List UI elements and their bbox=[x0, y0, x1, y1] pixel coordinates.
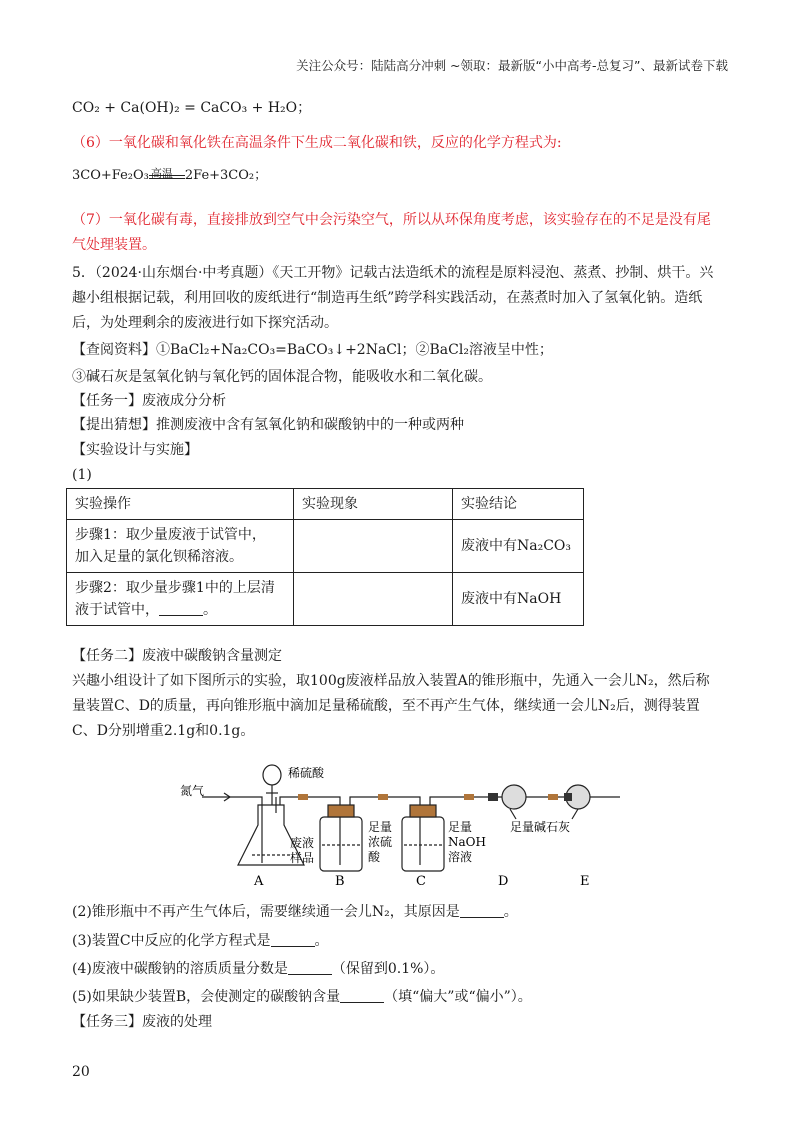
eq2-left: 3CO+Fe₂O₃ bbox=[72, 168, 149, 183]
label-e: E bbox=[580, 874, 590, 889]
bottle-b-label: 浓硫 bbox=[368, 835, 393, 849]
question-3 bbox=[72, 931, 329, 951]
reference-2: ③碱石灰是氢氧化钠与氧化钙的固体混合物，能吸收水和二氧化碳。 bbox=[72, 369, 492, 385]
operation-text: 步骤2：取少量步骤1中的上层清 bbox=[75, 580, 275, 596]
operation-text: 加入足量的氯化钡稀溶液。 bbox=[75, 549, 243, 565]
question-text: (3)装置C中反应的化学方程式是 bbox=[72, 933, 271, 949]
answer-blank[interactable] bbox=[340, 988, 384, 1003]
question-text: 。 bbox=[503, 904, 518, 920]
drying-tube-d bbox=[502, 785, 526, 809]
bottle-c-label: 足量 bbox=[448, 820, 473, 834]
table-cell-conclusion: 废液中有Na₂CO₃ bbox=[453, 520, 584, 573]
table-cell-phenomenon[interactable] bbox=[294, 573, 453, 626]
table-cell-conclusion: 废液中有NaOH bbox=[453, 573, 584, 626]
task-1-heading: 【任务一】废液成分分析 bbox=[72, 393, 226, 409]
table-cell-phenomenon[interactable] bbox=[294, 520, 453, 573]
task-2-heading: 【任务二】废液中碳酸钠含量测定 bbox=[72, 648, 282, 664]
question-4 bbox=[72, 959, 444, 979]
task-2-line3: C、D分别增重2.1g和0.1g。 bbox=[72, 723, 255, 739]
apparatus-diagram bbox=[180, 755, 620, 890]
answer-blank[interactable] bbox=[460, 903, 504, 918]
label-b: B bbox=[335, 874, 345, 889]
sample-label: 废液 bbox=[290, 836, 315, 850]
label-a: A bbox=[254, 874, 264, 889]
equation-caco3: CO₂ + Ca(OH)₂ = CaCO₃ + H₂O； bbox=[72, 100, 312, 116]
equation-fe2o3 bbox=[72, 166, 267, 186]
table-cell-operation bbox=[67, 573, 294, 626]
table-header: 实验现象 bbox=[294, 489, 453, 520]
bottle-b-label: 酸 bbox=[368, 850, 381, 864]
question-text: (4)废液中碳酸钠的溶质质量分数是 bbox=[72, 961, 288, 977]
label-d: D bbox=[498, 874, 509, 889]
question-1-label: (1) bbox=[72, 467, 92, 483]
sample-label: 样品 bbox=[290, 851, 315, 865]
bottle-b-label: 足量 bbox=[368, 820, 393, 834]
question-text: （保留到0.1%）。 bbox=[331, 961, 445, 977]
bottle-b bbox=[320, 817, 362, 871]
answer-blank[interactable] bbox=[159, 601, 203, 616]
table-cell-operation bbox=[67, 520, 294, 573]
hypothesis: 【提出猜想】推测废液中含有氢氧化钠和碳酸钠中的一种或两种 bbox=[72, 417, 464, 433]
soda-lime-label: 足量碱石灰 bbox=[510, 820, 571, 834]
task-2-line1: 兴趣小组设计了如下图所示的实验，取100g废液样品放入装置A的锥形瓶中，先通入一会儿N₂，然后称 bbox=[72, 673, 710, 689]
operation-text: 液于试管中， bbox=[75, 602, 159, 618]
task-2-line2: 量装置C、D的质量，再向锥形瓶中滴加足量稀硫酸，至不再产生气体，继续通一会儿N₂后，测得装置 bbox=[72, 698, 700, 714]
page-number: 20 bbox=[72, 1064, 90, 1080]
question-text: (2)锥形瓶中不再产生气体后，需要继续通一会儿N₂，其原因是 bbox=[72, 904, 460, 920]
bottle-c-label: NaOH bbox=[448, 835, 486, 849]
table-header: 实验操作 bbox=[67, 489, 294, 520]
table-row bbox=[67, 520, 584, 573]
experiment-table bbox=[66, 488, 584, 626]
question-2 bbox=[72, 902, 518, 922]
table-row bbox=[67, 573, 584, 626]
nitrogen-label: 氮气 bbox=[180, 784, 205, 798]
question-6: （6）一氧化碳和氧化铁在高温条件下生成二氧化碳和铁，反应的化学方程式为: bbox=[72, 135, 562, 151]
task-3-heading: 【任务三】废液的处理 bbox=[72, 1014, 212, 1030]
problem-5-line2: 趣小组根据记载，利用回收的废纸进行“制造再生纸”跨学科实践活动，在蒸煮时加入了氢氧化钠。造纸 bbox=[72, 290, 703, 306]
operation-text-with-blank: 液于试管中， 。 bbox=[75, 602, 217, 618]
table-header-row bbox=[67, 489, 584, 520]
eq2-right: 2Fe+3CO₂； bbox=[184, 168, 268, 183]
page-header: 关注公众号：陆陆高分冲刺 ~领取：最新版“小中高考-总复习”、最新试卷下载 bbox=[296, 58, 728, 73]
table-header: 实验结论 bbox=[453, 489, 584, 520]
reference-1: 【查阅资料】①BaCl₂+Na₂CO₃=BaCO₃↓+2NaCl；②BaCl₂溶液呈中性； bbox=[72, 342, 553, 358]
answer-blank[interactable] bbox=[288, 960, 332, 975]
question-7-line1: （7）一氧化碳有毒，直接排放到空气中会污染空气，所以从环保角度考虑，该实验存在的不足是没有尾 bbox=[72, 212, 711, 228]
question-text: （填“偏大”或“偏小”）。 bbox=[384, 989, 532, 1005]
problem-5-line1: 5．（2024·山东烟台·中考真题）《天工开物》记载古法造纸术的流程是原料浸泡、蒸煮、抄制、烘干。兴 bbox=[72, 265, 714, 281]
bottle-c-label: 溶液 bbox=[448, 850, 473, 864]
acid-label: 稀硫酸 bbox=[288, 766, 325, 780]
bottle-c bbox=[402, 817, 444, 871]
question-text: (5)如果缺少装置B，会使测定的碳酸钠含量 bbox=[72, 989, 341, 1005]
design-heading: 【实验设计与实施】 bbox=[72, 442, 198, 458]
eq2-condition: 高温 bbox=[150, 167, 173, 180]
label-c: C bbox=[416, 874, 426, 889]
question-7-line2: 气处理装置。 bbox=[72, 237, 156, 253]
answer-blank[interactable] bbox=[271, 932, 315, 947]
problem-5-line3: 后，为处理剩余的废液进行如下探究活动。 bbox=[72, 315, 338, 331]
separatory-funnel bbox=[263, 765, 281, 785]
question-5 bbox=[72, 987, 532, 1007]
operation-text: 步骤1：取少量废液于试管中， bbox=[75, 527, 266, 543]
question-text: 。 bbox=[314, 933, 329, 949]
